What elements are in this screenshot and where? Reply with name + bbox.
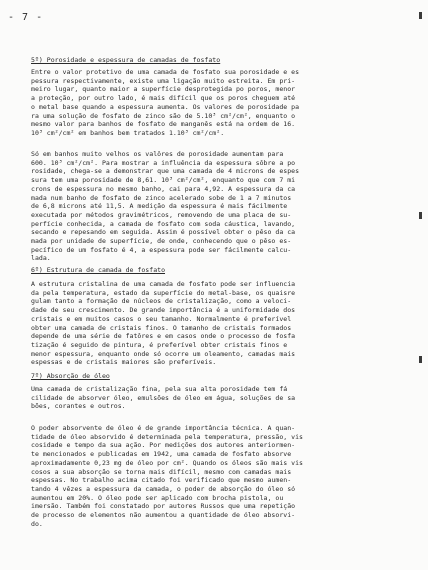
text-line: 10³ cm²/cm² em banhos bem tratados 1.10³ cm²/cm². — [31, 128, 225, 137]
text-line: tização é seguido de pintura, é preferível obter cristais finos e — [31, 340, 288, 349]
section-title-7: 7º) Absorção de óleo — [31, 372, 110, 380]
text-line: cosidade e tempo da sua ação. Por medições dos autores anteriormen- — [31, 441, 296, 450]
text-line: Uma camada de cristalização fina, pela sua alta porosidade tem fá — [31, 385, 288, 393]
text-line: 600. 10³ cm²/cm². Para mostrar a influência da espessura sôbre a po — [31, 158, 296, 167]
text-line: ra uma solução de fosfato de zinco são de 5.10³ cm²/cm², enquanto o — [31, 111, 296, 120]
text-line: pessura respectivamente, existe uma ligação muito estreita. Em pri- — [31, 76, 296, 85]
text-line: sura tem uma porosidade de 8,61. 10³ cm²/cm², enquanto que com 7 mi — [31, 176, 296, 185]
text-line: crons de espessura no mesmo banho, cai para 4,92. A espessura da ca — [31, 184, 296, 193]
text-line: cilidade de absorver óleo, emulsões de óleo em água, soluções de sa — [31, 393, 296, 402]
text-line: rosidade, chega-se a demonstrar que uma camada de 4 microns de espes — [31, 167, 300, 176]
text-line: meiro lugar, quanto maior a superfície desprotegida po poros, menor — [31, 85, 296, 94]
paragraph-oil-intro — [31, 385, 405, 411]
text-line: pecífico de um fosfato é 4, a espessura pode ser fácilmente calcu- — [31, 245, 292, 254]
text-line: obter uma camada de cristais finos. O tamanho de cristais formados — [31, 323, 292, 332]
text-line: cosos a sua absorção se torna mais difícil, mesmo com camadas mais — [31, 467, 292, 476]
text-line: mesmo valor para banhos de fosfato de manganês está na ordem de 16. — [31, 120, 296, 129]
text-line: da pela temperatura, estado da superfície do metal-base, os quaisre — [31, 288, 296, 297]
text-line: tidade de óleo absorvido é determinada pela temperatura, pressão, vis — [31, 432, 303, 441]
text-line: espessas. No trabalho acima citado foi verificado que mesmo aumen- — [31, 476, 292, 485]
text-line: mada por unidade de superfície, de onde, conhecendo que o pêso es- — [31, 237, 292, 246]
text-line: de 6,8 microns até 11,5. A medição da espessura é mais fácilmente — [31, 202, 288, 211]
text-line: aproximadamente 0,23 mg de óleo por cm². Quando os óleos são mais vis — [31, 458, 303, 467]
text-line: te mencionados e publicadas em 1942, uma camada de fosfato absorve — [31, 450, 292, 459]
text-line: A estrutura cristalina de uma camada de fosfato pode ser influencia — [31, 280, 296, 288]
text-line: aumentou em 20%. O óleo pode ser aplicado com brocha pistola, ou — [31, 493, 284, 502]
text-line: bões, corantes e outros. — [31, 402, 126, 411]
paragraph-oil-absorption — [31, 424, 405, 528]
text-line: Entre o valor protetivo de uma camada de fosfato sua porosidade e es — [31, 68, 300, 76]
text-line: gulam tanto a formação de núcleos de cristalização, como a veloci- — [31, 297, 292, 306]
text-line: espessas e de cristais maiores são preferíveis. — [31, 358, 217, 367]
section-title-5: 5º) Porosidade e espessura de camadas de fosfato — [31, 56, 221, 64]
text-line: o metal base quando a espessura aumenta. Os valores de porosidade pa — [31, 102, 300, 111]
text-line: de processo de elementos não aumentou a quantidade de óleo absorvi- — [31, 511, 296, 520]
text-line: cristais e em muitos casos o seu tamanho. Normalmente é preferível — [31, 314, 292, 323]
text-line: do. — [31, 519, 43, 528]
text-line: menor espessura, enquanto onde só ocorre um oleamento, camadas mais — [31, 349, 296, 358]
margin-mark — [419, 356, 422, 363]
text-line: a proteção, por outro lado, é mais difícil que os poros cheguem até — [31, 94, 296, 103]
text-line: Só em banhos muito velhos os valôres de porosidade aumentam para — [31, 150, 284, 158]
paragraph-thickness — [31, 150, 405, 263]
text-line: tando 4 vêzes a espessura da camada, o poder de absorção do óleo só — [31, 484, 296, 493]
paragraph-porosity — [31, 68, 405, 138]
text-line: O poder absorvente de óleo é de grande importância técnica. A quan- — [31, 424, 296, 432]
text-line: lada. — [31, 254, 51, 263]
text-line: mada num banho de fosfato de zinco acelerado sobe de 1 a 7 minutos — [31, 193, 292, 202]
text-line: perfície conhecida, a camada de fosfato com soda cáustica, lavando, — [31, 219, 296, 228]
margin-mark — [419, 12, 422, 19]
text-line: secando e repesando em seguida. Assim é possível obter o pêso da ca — [31, 228, 296, 237]
margin-mark — [419, 212, 422, 219]
paragraph-structure — [31, 280, 405, 367]
text-line: dade de seu crescimento. De grande importância é a uniformidade dos — [31, 306, 296, 315]
page-number: - 7 - — [8, 12, 44, 23]
text-line: executada por métodos gravimétricos, removendo de uma placa de su- — [31, 210, 292, 219]
text-line: imersão. Também foi constatado por autores Russos que uma repetição — [31, 502, 296, 511]
text-line: depende de uma série de fatôres e em casos onde o processo de fosfa — [31, 332, 296, 341]
section-title-6: 6º) Estrutura de camada de fosfato — [31, 266, 166, 274]
